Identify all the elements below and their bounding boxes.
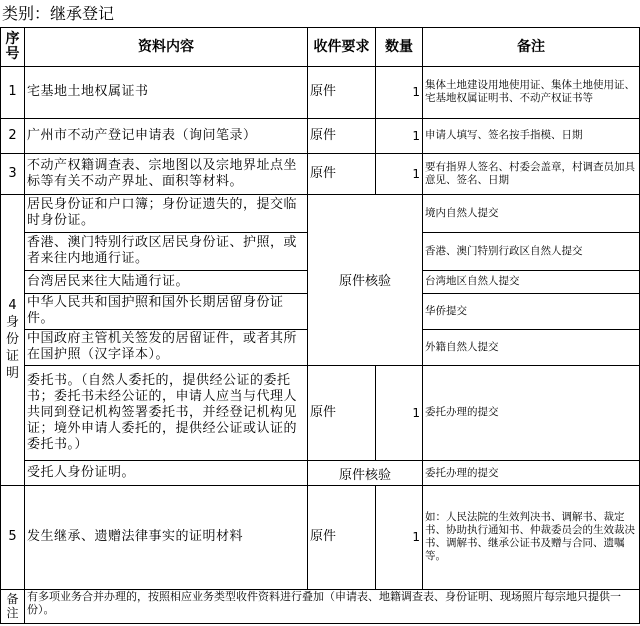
row-material: 宅基地土地权属证书 — [25, 67, 308, 118]
header-material: 资料内容 — [25, 28, 308, 67]
row-seq: 1 — [1, 67, 25, 118]
row-remarks: 台湾地区自然人提交 — [423, 270, 640, 293]
row-remarks: 申请人填写、签名按手指模、日期 — [423, 118, 640, 153]
row-quantity: 1 — [376, 67, 423, 118]
row-remarks: 委托办理的提交 — [423, 365, 640, 461]
row4-seq-cell — [1, 194, 25, 485]
row-material: 受托人身份证明。 — [25, 461, 308, 486]
row-requirement: 原件 — [308, 485, 376, 589]
table-row — [1, 153, 640, 194]
header-seq — [1, 28, 25, 67]
footer-row — [1, 589, 640, 623]
category-title: 类别：继承登记 — [2, 4, 115, 23]
row-requirement: 原件 — [308, 365, 376, 461]
row4-seq-char: 证 — [5, 349, 19, 365]
row-remarks: 委托办理的提交 — [423, 461, 640, 486]
header-requirement: 收件要求 — [308, 28, 376, 67]
row-requirement: 原件核验 — [308, 194, 423, 365]
header-seq-line1: 序 — [5, 31, 20, 48]
row-requirement: 原件核验 — [308, 461, 423, 486]
row-requirement: 原件 — [308, 67, 376, 118]
row-remarks: 集体土地建设用地使用证、集体土地使用证、宅基地权属证明书、不动产权证书等 — [423, 67, 640, 118]
row-remarks: 要有指界人签名、村委会盖章，村调查员加具意见、签名、日期 — [423, 153, 640, 194]
row4-seq-char: 明 — [5, 366, 19, 382]
row-material: 中华人民共和国护照和国外长期居留身份证件。 — [25, 293, 308, 329]
row-material: 居民身份证和户口簿；身份证遗失的，提交临时身份证。 — [25, 194, 308, 232]
row4-seq: 4 — [8, 298, 17, 314]
row-remarks: 外籍自然人提交 — [423, 329, 640, 365]
footer-label-line1: 备 — [6, 592, 19, 607]
row-seq: 2 — [1, 118, 25, 153]
row-material: 香港、澳门特别行政区居民身份证、护照，或者来往内地通行证。 — [25, 232, 308, 270]
document-requirements-table — [0, 27, 640, 624]
header-seq-line2: 号 — [5, 46, 20, 63]
header-row — [1, 28, 640, 67]
table-row — [1, 194, 640, 232]
footer-text: 有多项业务合并办理的，按照相应业务类型收件资料进行叠加（申请表、地籍调查表、身份证明、现场照片每宗地只提供一份）。 — [25, 589, 640, 623]
header-quantity: 数量 — [376, 28, 423, 67]
row-material: 中国政府主管机关签发的居留证件，或者其所在国护照（汉字译本）。 — [25, 329, 308, 365]
footer-label — [1, 589, 25, 623]
row-material: 委托书。（自然人委托的，提供经公证的委托书；委托书未经公证的，申请人应当与代理人共同到登记机构签署委托书，并经登记机构见证；境外申请人委托的，提供经公证或认证的委托书。） — [25, 365, 308, 461]
row-seq: 5 — [1, 485, 25, 589]
row-material: 台湾居民来往大陆通行证。 — [25, 270, 308, 293]
row-seq: 3 — [1, 153, 25, 194]
row-material: 发生继承、遗赠法律事实的证明材料 — [25, 485, 308, 589]
row-quantity: 1 — [376, 365, 423, 461]
row-material: 不动产权籍调查表、宗地图以及宗地界址点坐标等有关不动产界址、面积等材料。 — [25, 153, 308, 194]
row-quantity: 1 — [376, 153, 423, 194]
table-row — [1, 365, 640, 461]
row4-seq-char: 份 — [5, 332, 19, 348]
row-remarks: 华侨提交 — [423, 293, 640, 329]
table-row — [1, 67, 640, 118]
row-requirement: 原件 — [308, 118, 376, 153]
row-quantity: 1 — [376, 118, 423, 153]
row-material: 广州市不动产登记申请表（询问笔录） — [25, 118, 308, 153]
footer-label-line2: 注 — [6, 606, 19, 621]
row-remarks: 境内自然人提交 — [423, 194, 640, 232]
table-row — [1, 485, 640, 589]
row-requirement: 原件 — [308, 153, 376, 194]
row-quantity: 1 — [376, 485, 423, 589]
header-remarks: 备注 — [423, 28, 640, 67]
row4-seq-char: 身 — [5, 315, 19, 331]
row-remarks: 香港、澳门特别行政区自然人提交 — [423, 232, 640, 270]
row-remarks: 如：人民法院的生效判决书、调解书、裁定书、协助执行通知书、仲裁委员会的生效裁决书、调解书、继承公证书及赠与合同、遗嘱等。 — [423, 485, 640, 589]
table-row — [1, 461, 640, 486]
table-row — [1, 118, 640, 153]
